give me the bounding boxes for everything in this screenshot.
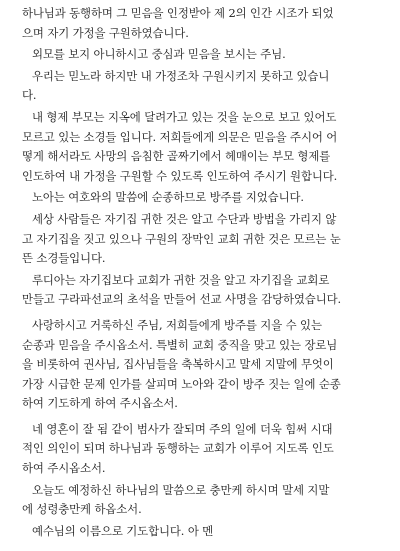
text-line: 오늘도 예정하신 하나님의 말씀으로 충만케 하시며 말세 지말 xyxy=(32,482,330,497)
text-line: 사랑하시고 거룩하신 주님, 저희들에게 방주를 지을 수 있는 xyxy=(32,317,322,332)
text-line: 인도하여 내 가정을 구원할 수 있도록 인도하여 주시기 원합니다. xyxy=(22,168,338,183)
text-line: 외모를 보지 아니하시고 중심과 믿음을 보시는 주님. xyxy=(32,47,286,62)
text-line: 다. xyxy=(22,88,37,103)
paragraph-we-believe xyxy=(22,67,388,106)
text-line: 하나님과 동행하며 그 믿음을 인정받아 제 2의 인간 시조가 되었 xyxy=(22,6,334,20)
paragraph-lydia xyxy=(22,271,388,310)
paragraph-family-salvation xyxy=(22,108,388,186)
text-line: 우리는 믿노라 하지만 내 가정조차 구원시키지 못하고 있습니 xyxy=(32,68,330,83)
text-line: 노아는 여호와의 말씀에 순종하므로 방주를 지었습니다. xyxy=(32,190,304,205)
paragraph-holy-spirit xyxy=(22,481,388,520)
text-line: 루디아는 자기집보다 교회가 귀한 것을 알고 자기집을 교회로 xyxy=(32,272,330,287)
text-line: 을 비롯하여 권사님, 집사님들을 축복하시고 말세 지말에 무엇이 xyxy=(22,357,334,372)
text-line: 뜬 소경들입니다. xyxy=(22,251,106,266)
text-line: 네 영혼이 잘 됨 같이 범사가 잘되며 주의 일에 더욱 힘써 시대 xyxy=(32,421,333,436)
text-line: 예수님의 이름으로 기도합니다. 아 멘 xyxy=(32,523,214,538)
paragraph-prayer-obedience xyxy=(22,316,388,414)
text-line: 에 성령충만케 하옵소서. xyxy=(22,502,142,517)
paragraph-amen xyxy=(22,522,388,542)
text-line: 떻게 해서라도 사망의 음침한 골짜기에서 헤매이는 부모 형제를 xyxy=(22,149,331,164)
paragraph-lord-sees-heart xyxy=(22,45,388,65)
text-line: 모르고 있는 소경들 입니다. 저희들에게 의문은 믿음을 주시어 어 xyxy=(22,129,338,144)
paragraph-worldly-people xyxy=(22,210,388,269)
text-line: 고 자기집을 짓고 있으나 구원의 장막인 교회 귀한 것은 모르는 눈 xyxy=(22,231,341,246)
text-line: 가장 시급한 문제 인가를 살피며 노아와 같이 방주 짓는 일에 순종 xyxy=(22,376,341,391)
text-line: 순종과 믿음을 주시옵소서. 특별히 교회 중직을 맞고 있는 장로님 xyxy=(22,337,338,352)
text-line: 으며 자기 가정을 구원하였습니다. xyxy=(22,25,189,40)
text-line: 내 형제 부모는 지옥에 달려가고 있는 것을 눈으로 보고 있어도 xyxy=(32,109,337,124)
text-line: 만들고 구라파선교의 초석을 만들어 선교 사명을 감당하였습니다. xyxy=(22,292,342,307)
paragraph-noah-obeyed xyxy=(22,188,388,208)
text-line: 하여 주시옵소서. xyxy=(22,461,106,476)
paragraph-soul-prosper xyxy=(22,420,388,479)
text-line: 적인 의인이 되며 하나님과 동행하는 교회가 이루어 지도록 인도 xyxy=(22,441,334,456)
paragraph-noah-intro xyxy=(22,4,388,43)
text-line: 세상 사람들은 자기집 귀한 것은 알고 수단과 방법을 가리지 않 xyxy=(32,211,337,226)
text-line: 하여 기도하게 하여 주시옵소서. xyxy=(22,396,178,411)
